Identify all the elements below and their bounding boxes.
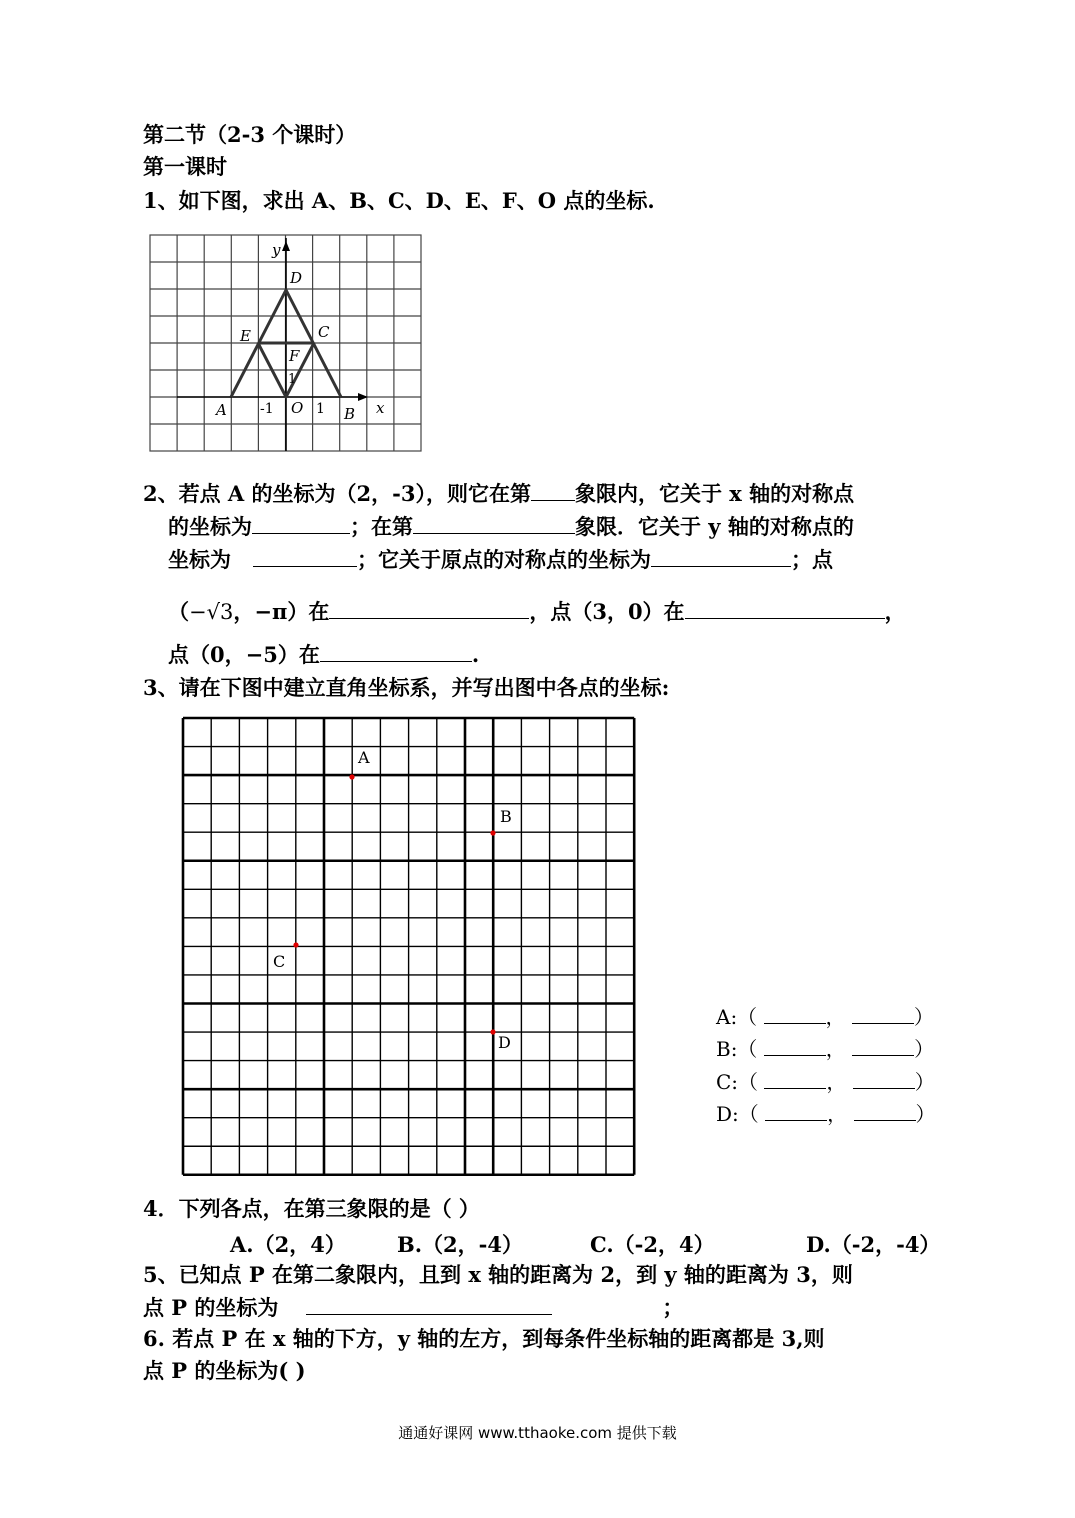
- q2-text-10: ，点（3，0）在: [529, 599, 685, 624]
- section-title: 第二节（2-3 个课时）: [143, 122, 357, 147]
- question-2-line-5: [168, 641, 479, 668]
- question-6-line-1: 6. 若点 P 在 x 轴的下方，y 轴的左方，到每条件坐标轴的距离都是 3,则: [143, 1326, 825, 1351]
- q2-text-7: ；它关于原点的对称点的坐标为: [357, 547, 651, 572]
- answer-a-x-blank[interactable]: [764, 1005, 826, 1024]
- point-b-marker: [490, 830, 495, 835]
- fig1-label-a: A: [216, 401, 227, 419]
- fig1-label-x: x: [376, 399, 385, 417]
- question-6-line-2: 点 P 的坐标为( ): [143, 1358, 306, 1383]
- point-3-0-blank[interactable]: [685, 598, 885, 619]
- q2-text-9: ，−π）在: [233, 599, 330, 624]
- answer-b-y-blank[interactable]: [852, 1037, 914, 1056]
- footer-credit: 通通好课网 www.tthaoke.com 提供下载: [398, 1424, 677, 1442]
- answer-c-y-blank[interactable]: [853, 1070, 915, 1089]
- y-symmetric-point-blank[interactable]: [253, 546, 357, 567]
- question-4-text: 4．下列各点，在第三象限的是（ ）: [143, 1196, 480, 1221]
- question-2-line-4: [168, 598, 906, 625]
- fig1-label-d: D: [290, 269, 303, 287]
- q2-text-4: ；在第: [350, 514, 413, 539]
- fig1-label-neg1: -1: [260, 401, 274, 417]
- q2-text-2: 象限内，它关于 x 轴的对称点: [574, 481, 855, 506]
- point-c-label: C: [273, 952, 286, 971]
- answer-d-x-blank[interactable]: [765, 1102, 827, 1121]
- question-2-line-3: [168, 546, 833, 573]
- point-a-label: A: [358, 748, 370, 767]
- point-a-marker: [349, 774, 354, 779]
- origin-symmetric-point-blank[interactable]: [651, 546, 791, 567]
- question-2-line-1: [143, 480, 854, 507]
- answer-d-y-blank[interactable]: [854, 1102, 916, 1121]
- q2-text-1: 2、若点 A 的坐标为（2，-3），则它在第: [143, 481, 531, 506]
- point-d-label: D: [498, 1033, 511, 1052]
- q4-option-c[interactable]: C.（-2，4）: [590, 1232, 715, 1257]
- q4-option-a[interactable]: A.（2，4）: [230, 1232, 346, 1257]
- q5-text-2: 点 P 的坐标为: [143, 1295, 279, 1320]
- fig1-label-o: O: [291, 399, 304, 417]
- q4-option-d[interactable]: D.（-2，-4）: [806, 1232, 941, 1257]
- answer-c-x-blank[interactable]: [764, 1070, 826, 1089]
- q4-option-b[interactable]: B.（2，-4）: [397, 1232, 523, 1257]
- question-3-text: 3、请在下图中建立直角坐标系，并写出图中各点的坐标:: [143, 675, 670, 700]
- question-1-text: 1、如下图，求出 A、B、C、D、E、F、O 点的坐标.: [143, 188, 655, 213]
- q2-text-8: ；点: [791, 547, 833, 572]
- fig1-label-f: F: [289, 347, 300, 365]
- x-symmetric-point-blank[interactable]: [252, 513, 350, 534]
- x-symmetric-quadrant-blank[interactable]: [413, 513, 575, 534]
- question-5-line-1: 5、已知点 P 在第二象限内，且到 x 轴的距离为 2，到 y 轴的距离为 3，则: [143, 1262, 853, 1287]
- point-b-label: B: [500, 807, 512, 826]
- fig1-label-1: 1: [288, 372, 297, 387]
- answer-row-b: B:（ ， ）: [716, 1037, 935, 1061]
- q2-text-12: 点（0，−5）在: [168, 642, 320, 667]
- fig1-label-c: C: [318, 323, 330, 341]
- q2-period: .: [471, 642, 480, 667]
- fig1-label-b: B: [344, 405, 356, 423]
- figure-1-coordinate-diagram: [148, 233, 424, 455]
- question-5-line-2: [143, 1294, 683, 1321]
- fig1-label-e: E: [240, 327, 251, 345]
- answer-row-d: D:（ ， ）: [716, 1102, 936, 1126]
- q2-text-6: 坐标为: [168, 547, 231, 572]
- y-axis-arrow-icon: [282, 241, 290, 251]
- sqrt-3: √3: [206, 600, 234, 624]
- answer-row-c: C:（ ， ）: [716, 1070, 935, 1094]
- fig1-label-y: y: [272, 241, 281, 259]
- point-d-marker: [490, 1029, 495, 1034]
- answer-b-x-blank[interactable]: [764, 1037, 826, 1056]
- fig1-label-1x: 1: [316, 401, 325, 417]
- question-2-line-2: [168, 513, 854, 540]
- q2-open-paren: （: [168, 599, 189, 624]
- answer-a-y-blank[interactable]: [852, 1005, 914, 1024]
- q2-text-11: ，: [884, 599, 906, 624]
- figure-3-grid: [180, 716, 640, 1176]
- point-p-coordinate-blank[interactable]: [306, 1294, 552, 1315]
- q2-minus-sign: −: [189, 600, 207, 624]
- q5-semicolon: ；: [662, 1295, 684, 1320]
- q2-text-3: 的坐标为: [168, 514, 252, 539]
- point-sqrt3-pi-blank[interactable]: [329, 598, 529, 619]
- point-0-neg5-blank[interactable]: [320, 641, 472, 662]
- quadrant-blank[interactable]: [531, 480, 575, 501]
- answer-row-a: A:（ ， ）: [716, 1005, 934, 1029]
- point-c-marker: [293, 942, 298, 947]
- lesson-title: 第一课时: [143, 154, 227, 179]
- q2-text-5: 象限．它关于 y 轴的对称点的: [575, 514, 854, 539]
